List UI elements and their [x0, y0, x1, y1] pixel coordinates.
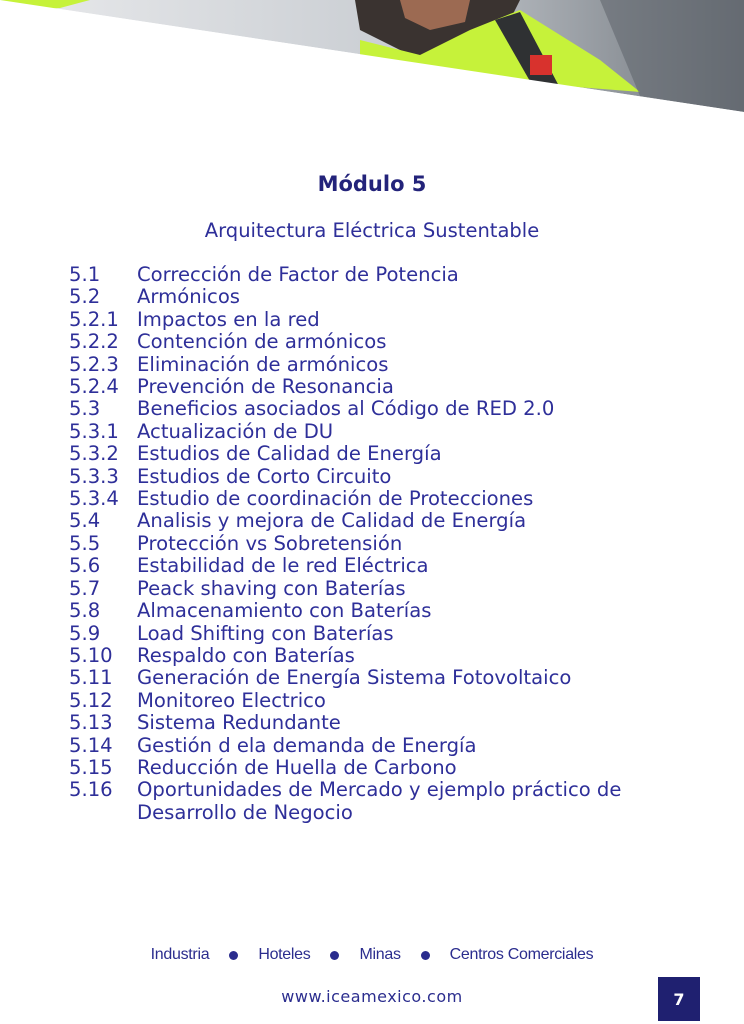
list-item	[69, 623, 709, 645]
bullet-dot-icon	[229, 951, 238, 960]
item-number: 5.2.2	[69, 330, 119, 354]
list-item	[69, 757, 709, 779]
item-title: Sistema Redundante	[137, 711, 341, 735]
item-number: 5.12	[69, 688, 113, 712]
list-item	[69, 488, 709, 510]
item-title: Load Shifting con Baterías	[137, 621, 394, 645]
footer-categories	[0, 946, 744, 964]
list-item	[69, 533, 709, 555]
item-title: Almacenamiento con Baterías	[137, 599, 432, 623]
item-title: Estabilidad de le red Eléctrica	[137, 554, 429, 578]
list-item	[69, 264, 709, 286]
list-item	[69, 600, 709, 622]
list-item	[69, 510, 709, 532]
item-number: 5.9	[69, 621, 101, 645]
list-item	[69, 376, 709, 398]
item-title: Oportunidades de Mercado y ejemplo práctico de Desarrollo de Negocio	[137, 778, 622, 824]
list-item	[69, 309, 709, 331]
bullet-dot-icon	[330, 951, 339, 960]
item-number: 5.2.1	[69, 307, 119, 331]
list-item	[69, 578, 709, 600]
list-item	[69, 645, 709, 667]
item-title: Monitoreo Electrico	[137, 688, 326, 712]
item-title: Protección vs Sobretensión	[137, 531, 403, 555]
item-number: 5.4	[69, 509, 101, 533]
table-of-contents	[69, 264, 709, 824]
list-item	[69, 555, 709, 577]
module-title: Módulo 5	[317, 172, 427, 196]
item-title: Estudios de Calidad de Energía	[137, 442, 442, 466]
list-item	[69, 735, 709, 757]
website-url: www.iceamexico.com	[281, 987, 463, 1006]
item-number: 5.11	[69, 666, 113, 690]
item-title: Eliminación de armónicos	[137, 352, 389, 376]
item-number: 5.1	[69, 263, 101, 286]
list-item	[69, 443, 709, 465]
list-item	[69, 421, 709, 443]
list-item	[69, 331, 709, 353]
item-title: Respaldo con Baterías	[137, 643, 355, 667]
item-number: 5.3.4	[69, 487, 119, 511]
item-title: Armónicos	[137, 285, 241, 309]
item-title: Estudio de coordinación de Protecciones	[137, 487, 534, 511]
category-centros-comerciales: Centros Comerciales	[449, 946, 594, 963]
item-number: 5.6	[69, 554, 101, 578]
item-number: 5.3.3	[69, 464, 119, 488]
item-title: Gestión d ela demanda de Energía	[137, 733, 477, 757]
item-number: 5.3.2	[69, 442, 119, 466]
item-title: Analisis y mejora de Calidad de Energía	[137, 509, 527, 533]
list-item	[69, 466, 709, 488]
list-item	[69, 779, 709, 824]
bullet-dot-icon	[421, 951, 430, 960]
item-number: 5.10	[69, 643, 113, 667]
item-title: Generación de Energía Sistema Fotovoltaico	[137, 666, 572, 690]
item-title: Peack shaving con Baterías	[137, 576, 406, 600]
category-industria: Industria	[150, 946, 210, 963]
list-item	[69, 286, 709, 308]
item-number: 5.8	[69, 599, 101, 623]
list-item	[69, 398, 709, 420]
list-item	[69, 712, 709, 734]
item-title: Corrección de Factor de Potencia	[137, 263, 459, 286]
list-item	[69, 690, 709, 712]
list-item	[69, 354, 709, 376]
item-title: Actualización de DU	[137, 419, 334, 443]
list-item	[69, 667, 709, 689]
item-title: Beneficios asociados al Código de RED 2.0	[137, 397, 555, 421]
item-number: 5.2.3	[69, 352, 119, 376]
page-number-badge: 7	[658, 977, 700, 1021]
item-number: 5.2.4	[69, 375, 119, 399]
module-subtitle: Arquitectura Eléctrica Sustentable	[204, 219, 540, 242]
item-number: 5.7	[69, 576, 101, 600]
item-title: Reducción de Huella de Carbono	[137, 755, 457, 779]
item-number: 5.13	[69, 711, 113, 735]
category-hoteles: Hoteles	[258, 946, 311, 963]
item-title: Estudios de Corto Circuito	[137, 464, 392, 488]
item-number: 5.3	[69, 397, 101, 421]
item-title: Prevención de Resonancia	[137, 375, 394, 399]
item-title: Contención de armónicos	[137, 330, 387, 354]
worker-photo	[0, 0, 744, 125]
item-number: 5.5	[69, 531, 101, 555]
item-number: 5.14	[69, 733, 113, 757]
header-photo	[0, 0, 744, 125]
item-number: 5.3.1	[69, 419, 119, 443]
item-number: 5.16	[69, 778, 113, 802]
category-minas: Minas	[359, 946, 401, 963]
item-number: 5.2	[69, 285, 101, 309]
item-title: Impactos en la red	[137, 307, 320, 331]
item-number: 5.15	[69, 755, 113, 779]
